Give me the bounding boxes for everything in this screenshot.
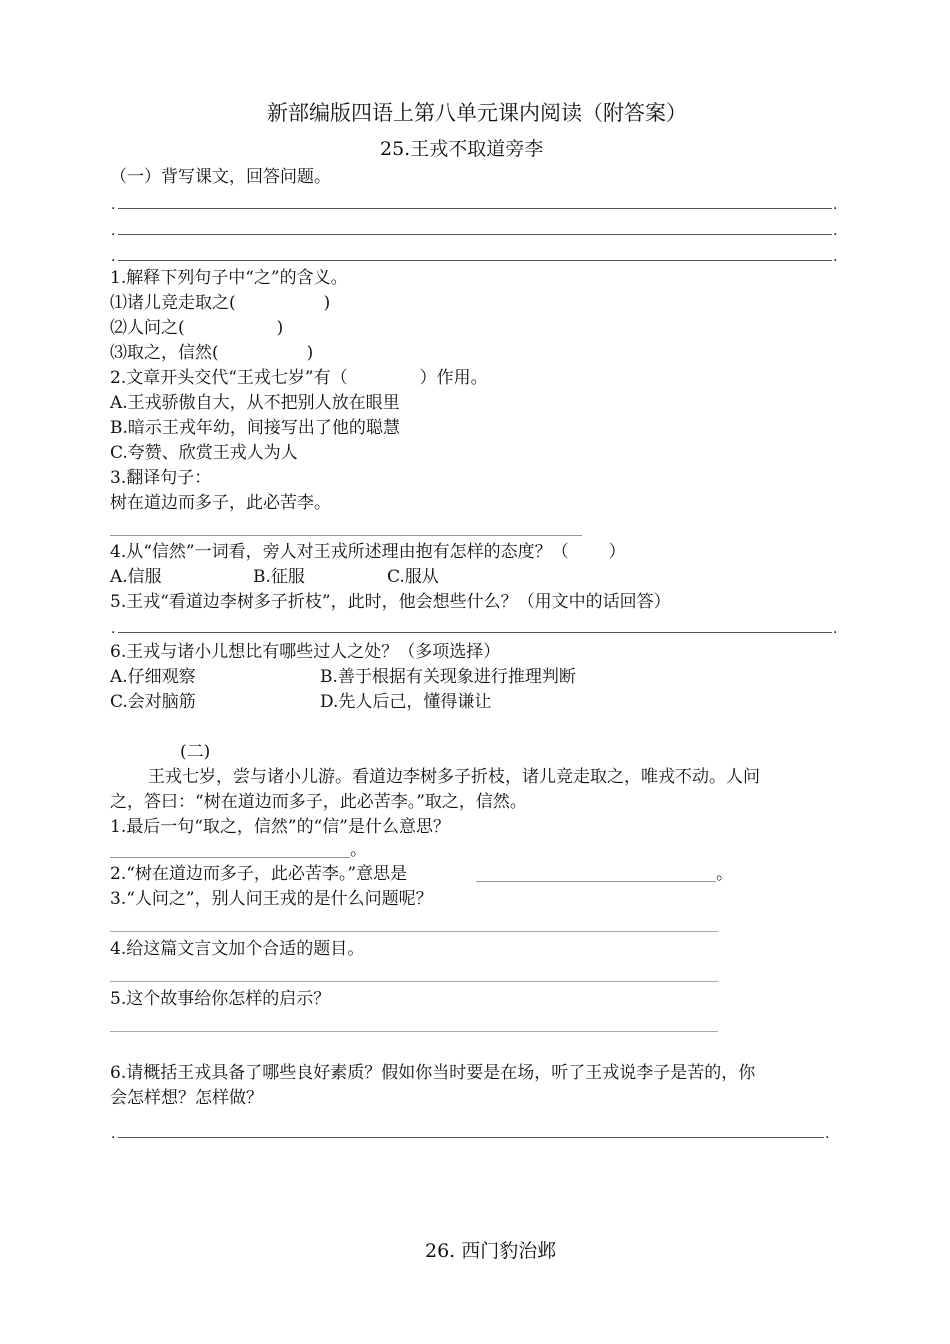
question-2-5: 5.这个故事给你怎样的启示？ — [110, 989, 331, 1009]
question-2-2: 2.“树在道边而多子，此必苦李。”意思是 — [110, 864, 408, 884]
question-2-1: 1.最后一句“取之，信然”的“信”是什么意思？ — [110, 817, 450, 837]
question-1b: ⑵人问之( ) — [110, 318, 284, 338]
answer-line — [110, 1031, 718, 1032]
answer-line — [110, 857, 350, 858]
question-3: 3.翻译句子： — [110, 468, 212, 488]
part2-heading: (二) — [180, 742, 211, 762]
question-5: 5.王戎“看道边李树多子折枝”，此时，他会想些什么？（用文中的话回答） — [110, 592, 671, 612]
line-dot: . — [833, 197, 838, 213]
option-b: B.暗示王戎年幼，间接写出了他的聪慧 — [110, 418, 400, 438]
answer-line — [476, 881, 716, 882]
line-dot: . — [111, 197, 116, 213]
question-4: 4.从“信然”一词看，旁人对王戎所述理由抱有怎样的态度？（ ） — [110, 542, 626, 562]
line-dot: . — [833, 223, 838, 239]
period: 。 — [716, 864, 733, 884]
question-2-4: 4.给这篇文言文加个合适的题目。 — [110, 939, 365, 959]
question-2: 2.文章开头交代“王戎七岁”有（ ）作用。 — [110, 368, 488, 388]
line-dot: . — [833, 621, 838, 637]
option-c: C.夸赞、欣赏王戎人为人 — [110, 443, 298, 463]
line-dot: . — [111, 249, 116, 265]
answer-line — [118, 632, 832, 633]
option-a: A.王戎骄傲自大，从不把别人放在眼里 — [110, 393, 400, 413]
lesson-25-title: 25.王戎不取道旁李 — [380, 138, 544, 160]
passage-line-2: 之，答曰：“树在道边而多子，此必苦李。”取之，信然。 — [110, 792, 527, 812]
part1-heading: （一）背写课文，回答问题。 — [110, 167, 331, 187]
document-title: 新部编版四语上第八单元课内阅读（附答案） — [267, 101, 687, 125]
question-3-sentence: 树在道边而多子，此必苦李。 — [110, 493, 331, 513]
line-dot: . — [111, 223, 116, 239]
option-b: B.善于根据有关现象进行推理判断 — [320, 667, 576, 687]
option-a: A.信服 — [110, 567, 162, 587]
line-dot: . — [111, 621, 116, 637]
answer-line — [110, 931, 718, 932]
question-6: 6.王戎与诸小儿想比有哪些过人之处？（多项选择） — [110, 642, 501, 662]
answer-line — [118, 260, 832, 261]
question-2-3: 3.“人问之”，别人问王戎的是什么问题呢？ — [110, 889, 433, 909]
question-1: 1.解释下列句子中“之”的含义。 — [110, 268, 348, 288]
question-1c: ⑶取之，信然( ) — [110, 343, 314, 363]
option-b: B.征服 — [253, 567, 305, 587]
period: 。 — [350, 840, 367, 860]
option-a: A.仔细观察 — [110, 667, 196, 687]
answer-line — [118, 234, 832, 235]
question-2-6-line-1: 6.请概括王戎具备了哪些良好素质？假如你当时要是在场，听了王戎说李子是苦的，你 — [110, 1063, 756, 1083]
line-dot: . — [825, 1126, 830, 1142]
option-d: D.先人后己，懂得谦让 — [320, 692, 492, 712]
option-c: C.会对脑筋 — [110, 692, 196, 712]
line-dot: . — [111, 1126, 116, 1142]
passage-line-1: 王戎七岁，尝与诸小儿游。看道边李树多子折枝，诸儿竞走取之，唯戎不动。人问 — [148, 767, 760, 787]
answer-line — [118, 1137, 824, 1138]
lesson-26-title: 26. 西门豹治邺 — [425, 1240, 557, 1262]
question-1a: ⑴诸儿竞走取之( ) — [110, 293, 331, 313]
answer-line — [118, 208, 832, 209]
answer-line — [110, 981, 718, 982]
answer-line — [110, 535, 582, 536]
line-dot: . — [833, 249, 838, 265]
question-2-6-line-2: 会怎样想？怎样做？ — [110, 1088, 263, 1108]
option-c: C.服从 — [387, 567, 439, 587]
